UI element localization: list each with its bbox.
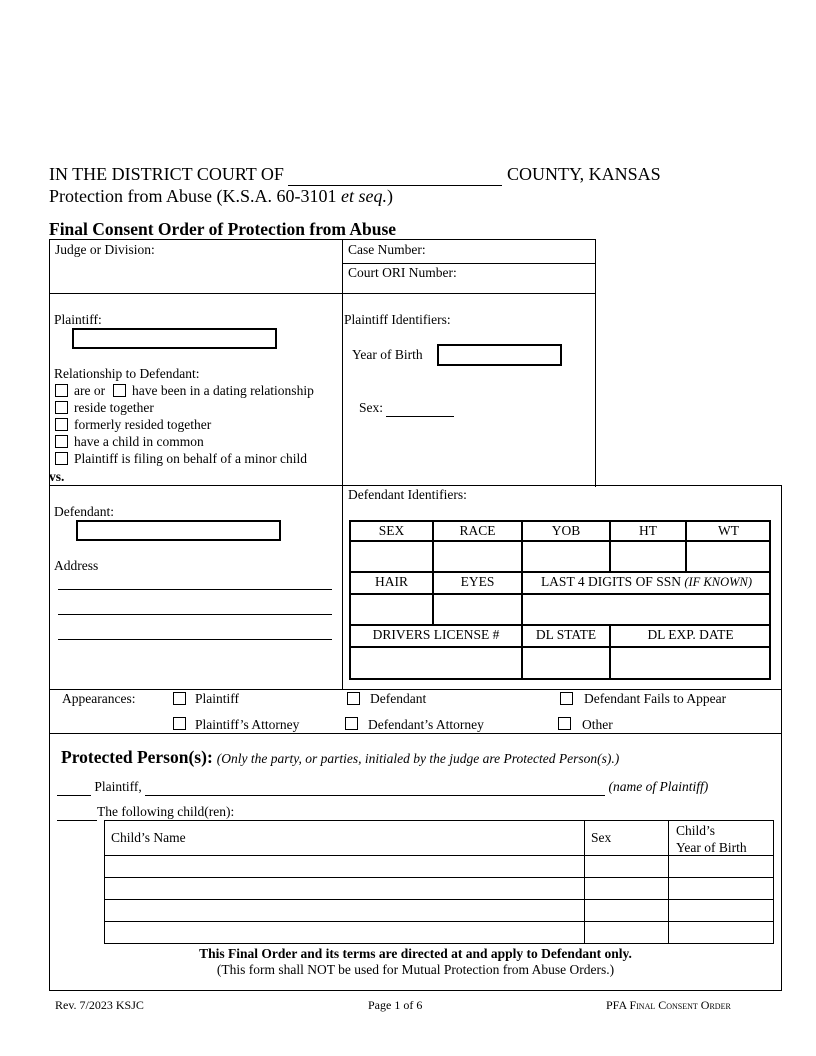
plaintiff-sex-blank[interactable] [386,400,454,417]
protected-plaintiff-initial-blank[interactable] [57,779,91,796]
rel-child-checkbox[interactable] [55,435,68,448]
protected-persons-heading: Protected Person(s): (Only the party, or parties, initialed by the judge are Protected Person(s).) [61,747,620,767]
appearance-other-blank[interactable] [616,717,684,734]
address-line-2[interactable] [58,614,332,615]
appearance-defendant-checkbox[interactable] [347,692,360,705]
appearance-plaintiff-attorney-checkbox[interactable] [173,717,186,730]
plaintiff-yob-input[interactable] [437,344,562,366]
appearance-defendant-attorney-checkbox[interactable] [345,717,358,730]
protected-plaintiff-name-blank[interactable] [145,779,605,796]
id-header-race: RACE [459,523,496,538]
id-header-ssn: LAST 4 DIGITS OF SSN (IF KNOWN) [540,574,753,589]
plaintiff-label: Plaintiff: [54,312,102,327]
county-blank[interactable] [288,164,502,186]
plaintiff-name-input[interactable] [72,328,277,349]
case-number-label: Case Number: [348,242,426,257]
id-header-yob: YOB [551,523,581,538]
judge-label: Judge or Division: [55,242,155,257]
defendant-label: Defendant: [54,504,114,519]
court-heading: IN THE DISTRICT COURT OF COUNTY, KANSAS [49,164,661,184]
rel-minor-checkbox[interactable] [55,452,68,465]
plaintiff-yob-label: Year of Birth [352,347,423,362]
vs-label: vs. [49,469,65,484]
address-line-3[interactable] [58,639,332,640]
id-header-drivers-license: DRIVERS LICENSE # [372,627,500,642]
address-label: Address [54,558,99,573]
defendant-identifiers-label: Defendant Identifiers: [348,487,467,502]
rel-dating-checkbox[interactable] [113,384,126,397]
protected-children-line: The following child(ren): [57,804,234,821]
children-col-name: Child’s Name [111,830,186,845]
protected-children-initial-blank[interactable] [57,804,97,821]
id-header-dl-exp: DL EXP. DATE [647,627,734,642]
rel-reside-checkbox[interactable] [55,401,68,414]
revision-label: Rev. 7/2023 KSJC [55,998,144,1012]
appearance-fails-checkbox[interactable] [560,692,573,705]
id-header-eyes: EYES [460,574,495,589]
statute-subtitle: Protection from Abuse (K.S.A. 60-3101 et seq.) [49,186,393,206]
form-name: PFA Final Consent Order [606,998,731,1012]
court-ori-label: Court ORI Number: [348,265,457,280]
plaintiff-identifiers-label: Plaintiff Identifiers: [344,312,451,327]
address-line-1[interactable] [58,589,332,590]
plaintiff-sex-field: Sex: [359,400,454,417]
children-row-4[interactable] [105,922,584,943]
children-col-sex: Sex [591,830,612,845]
id-header-hair: HAIR [375,574,408,589]
children-row-1[interactable] [105,856,584,877]
page-number: Page 1 of 6 [368,998,423,1012]
appearance-other-checkbox[interactable] [558,717,571,730]
children-col-yob: Child’s Year of Birth [676,823,747,855]
protected-plaintiff-line: Plaintiff, (name of Plaintiff) [57,779,708,796]
children-row-2[interactable] [105,878,584,899]
mutual-order-note: (This form shall NOT be used for Mutual Protection from Abuse Orders.) [216,962,615,977]
id-header-dl-state: DL STATE [535,627,597,642]
id-header-wt: WT [718,523,739,538]
rel-formerly-checkbox[interactable] [55,418,68,431]
relationship-label: Relationship to Defendant: [54,366,200,381]
defendant-name-input[interactable] [76,520,281,541]
appearances-label: Appearances: [62,691,136,706]
id-header-ht: HT [639,523,657,538]
id-header-sex: SEX [378,523,405,538]
form-title: Final Consent Order of Protection from Abuse [49,219,397,239]
appearance-plaintiff-checkbox[interactable] [173,692,186,705]
rel-are-checkbox[interactable] [55,384,68,397]
children-row-3[interactable] [105,900,584,921]
order-scope-note: This Final Order and its terms are directed at and apply to Defendant only. [199,946,632,961]
